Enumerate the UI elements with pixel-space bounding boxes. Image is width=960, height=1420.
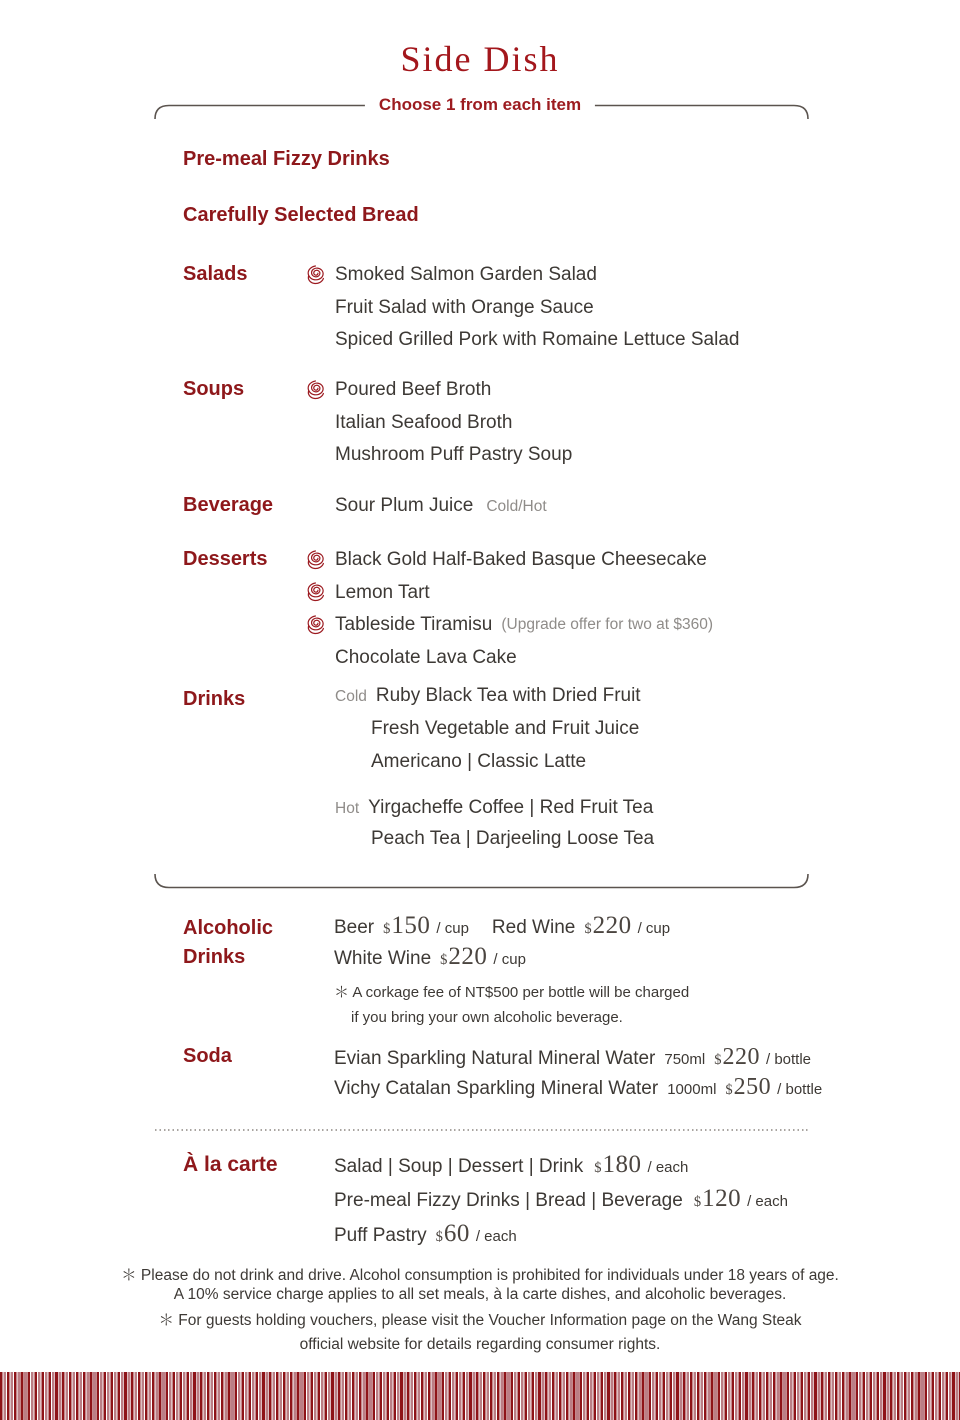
section-a-la-carte: À la carte (183, 1153, 278, 1176)
price-unit: / cup (493, 951, 526, 968)
price-unit: / cup (436, 920, 469, 937)
menu-item-row (303, 439, 572, 472)
currency-sign: $ (693, 1194, 702, 1210)
dotted-divider (155, 1129, 809, 1131)
currency-sign: $ (435, 1229, 443, 1245)
footer-line: ＊ Please do not drink and drive. Alcohol consumption is prohibited for individuals under 18 years of age. (121, 1267, 839, 1284)
price-value: 220 (448, 943, 488, 970)
menu-item-label: Sour Plum Juice (335, 495, 474, 516)
alcoholic-price-row (334, 912, 670, 940)
menu-item-row (335, 495, 547, 528)
menu-item-label: Spiced Grilled Pork with Romaine Lettuce Salad (335, 329, 740, 351)
decorative-stripe-band (0, 1372, 960, 1420)
menu-item-row (303, 407, 572, 440)
footer-line: A 10% service charge applies to all set meals, à la carte dishes, and alcoholic beverages. (173, 1285, 787, 1303)
menu-item-label: Yirgacheffe Coffee | Red Fruit Tea (368, 797, 654, 818)
menu-item-label: Americano | Classic Latte (371, 751, 587, 772)
price-value: 180 (602, 1151, 642, 1178)
currency-sign: $ (440, 952, 448, 968)
footer-note-alcohol (0, 1267, 960, 1304)
section-beverage: Beverage (183, 494, 274, 516)
soda-price-row (334, 1044, 811, 1071)
menu-item-label: Lemon Tart (335, 581, 430, 603)
section-bread: Carefully Selected Bread (183, 204, 419, 226)
alacarte-price-row (334, 1151, 688, 1179)
section-premeal-fizzy-drinks: Pre-meal Fizzy Drinks (183, 148, 390, 170)
currency-sign: $ (725, 1082, 733, 1098)
bottle-size: 1000ml (667, 1081, 717, 1098)
menu-item-row (303, 374, 572, 407)
menu-item-label: Black Gold Half-Baked Basque Cheesecake (335, 549, 707, 571)
alcoholic-price-row (334, 943, 526, 971)
page-title: Side Dish (400, 39, 560, 79)
menu-item-row (303, 609, 713, 642)
price-value: 120 (702, 1185, 742, 1212)
menu-item-label: Peach Tea | Darjeeling Loose Tea (371, 828, 655, 849)
menu-item-row (303, 259, 739, 292)
section-alcoholic-drinks (183, 914, 273, 972)
price-unit: / bottle (777, 1081, 823, 1098)
price-unit: / cup (637, 920, 671, 937)
section-soups: Soups (183, 378, 245, 400)
rose-icon (303, 580, 328, 605)
footer-note-voucher (0, 1309, 960, 1357)
menu-item-label: Fruit Salad with Orange Sauce (335, 296, 594, 318)
alacarte-price-row (334, 1220, 517, 1248)
section-desserts: Desserts (183, 548, 268, 570)
rose-icon (303, 548, 328, 573)
price-unit: / each (647, 1159, 689, 1176)
salads-items (303, 259, 739, 357)
menu-item-row (303, 577, 713, 610)
currency-sign: $ (714, 1052, 722, 1068)
menu-item-label: Chocolate Lava Cake (335, 647, 517, 669)
rose-icon (303, 613, 328, 638)
choose-instruction: Choose 1 from each item (365, 93, 595, 117)
hot-label: Hot (335, 800, 360, 817)
section-drinks: Drinks (183, 688, 246, 710)
menu-item-label: Italian Seafood Broth (335, 411, 513, 433)
item-name: Pre-meal Fizzy Drinks | Bread | Beverage (334, 1190, 683, 1211)
footer-line: official website for details regarding consumer rights. (299, 1336, 661, 1353)
drink-name: Evian Sparkling Natural Mineral Water (334, 1048, 656, 1069)
currency-sign: $ (584, 921, 592, 937)
menu-item-label: Fresh Vegetable and Fruit Juice (371, 718, 640, 739)
price-value: 60 (443, 1220, 470, 1247)
menu-item-row (335, 751, 641, 784)
drink-name: Red Wine (491, 917, 576, 938)
temperature-note: Cold/Hot (486, 498, 547, 515)
price-value: 150 (391, 912, 431, 939)
bottle-size: 750ml (664, 1051, 706, 1068)
corkage-note (334, 980, 689, 1030)
section-soda: Soda (183, 1045, 232, 1067)
menu-item-row (303, 642, 713, 675)
upgrade-note: (Upgrade offer for two at $360) (501, 616, 714, 634)
item-name: Puff Pastry (334, 1225, 427, 1246)
soda-price-row (334, 1074, 822, 1101)
beverage-items (335, 495, 547, 528)
rose-icon (303, 378, 328, 403)
menu-item-row (335, 828, 654, 859)
menu-item-row (303, 324, 739, 357)
section-salads: Salads (183, 263, 248, 285)
drinks-hot-items (335, 797, 654, 859)
drinks-cold-items (335, 685, 641, 784)
cold-label: Cold (335, 688, 367, 705)
menu-item-row (335, 797, 654, 828)
corkage-note-line2: if you bring your own alcoholic beverage. (351, 1009, 623, 1026)
currency-sign: $ (383, 921, 391, 937)
menu-item-label: Poured Beef Broth (335, 379, 492, 401)
item-name: Salad | Soup | Dessert | Drink (334, 1156, 584, 1177)
alacarte-price-row (334, 1185, 788, 1213)
rose-icon (303, 263, 328, 288)
menu-item-row (335, 685, 641, 718)
soups-items (303, 374, 572, 472)
menu-item-label: Mushroom Puff Pastry Soup (335, 444, 573, 466)
drink-name: Vichy Catalan Sparkling Mineral Water (334, 1078, 659, 1099)
currency-sign: $ (594, 1160, 602, 1176)
corkage-note-line1: ＊ A corkage fee of NT$500 per bottle will be charged (334, 984, 690, 1001)
drink-name: White Wine (334, 948, 432, 969)
price-value: 250 (733, 1074, 772, 1100)
menu-item-label: Ruby Black Tea with Dried Fruit (375, 685, 641, 706)
drink-name: Beer (334, 917, 375, 938)
price-unit: / bottle (765, 1051, 812, 1068)
menu-item-label: Tableside Tiramisu (335, 614, 493, 636)
price-unit: / each (475, 1228, 517, 1245)
alcoholic-label-line2: Drinks (183, 946, 246, 968)
menu-item-row (303, 544, 713, 577)
alcoholic-label-line1: Alcoholic (183, 917, 274, 939)
footer-line: ＊ For guests holding vouchers, please visit the Voucher Information page on the Wang Steak (158, 1312, 802, 1329)
menu-item-row (303, 292, 739, 325)
menu-item-row (335, 718, 641, 751)
price-value: 220 (592, 912, 632, 939)
menu-item-label: Smoked Salmon Garden Salad (335, 264, 597, 286)
desserts-items (303, 544, 713, 674)
price-unit: / each (747, 1193, 788, 1210)
price-value: 220 (722, 1044, 760, 1070)
